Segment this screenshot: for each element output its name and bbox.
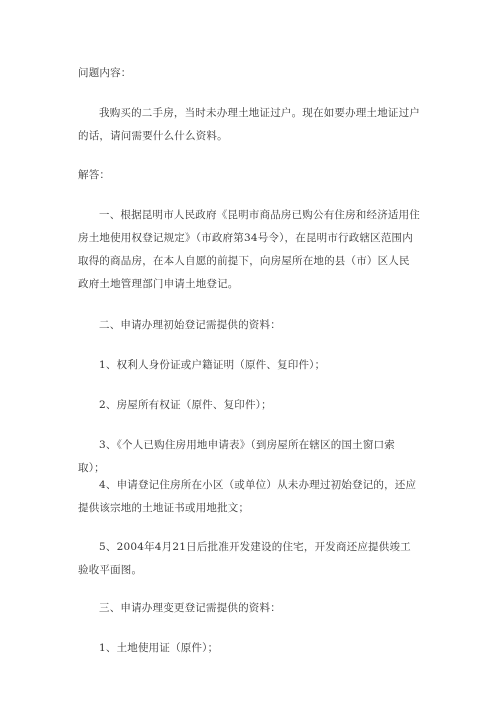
answer-paragraph-1: 一、根据昆明市人民政府《昆明市商品房已购公有住房和经济适用住房土地使用权登记规定》（市政府第34号令），在昆明市行政辖区范围内取得的商品房，在本人自愿的前提下，向房屋所在地的县（市）区人民政府土地管理部门申请土地登记。 [78,209,420,290]
answer-item-2-1: 1、权利人身份证或户籍证明（原件、复印件）； [99,359,326,371]
answer-section-3-heading: 三、申请办理变更登记需提供的资料： [99,602,281,614]
answer-heading: 解答： [78,169,111,181]
answer-item-3-1: 1、土地使用证（原件）； [99,642,219,654]
answer-section-2-heading: 二、申请办理初始登记需提供的资料： [99,319,281,331]
question-body: 我购买的二手房，当时未办理土地证过户。现在如要办理土地证过户的话，请问需要什么什么资料。 [78,107,420,142]
question-heading: 问题内容： [78,67,132,79]
answer-item-2-3: 3、《个人已购住房用地申请表》（到房屋所在辖区的国土窗口索取）； [78,439,395,474]
answer-item-2-5: 5、2004年4月21日后批准开发建设的住宅，开发商还应提供竣工验收平面图。 [78,541,411,576]
answer-item-2-2: 2、房屋所有权证（原件、复印件）； [99,399,272,411]
answer-item-2-4: 4、申请登记住房所在小区（或单位）从未办理过初始登记的，还应提供该宗地的土地证书或用地批文； [78,479,417,514]
